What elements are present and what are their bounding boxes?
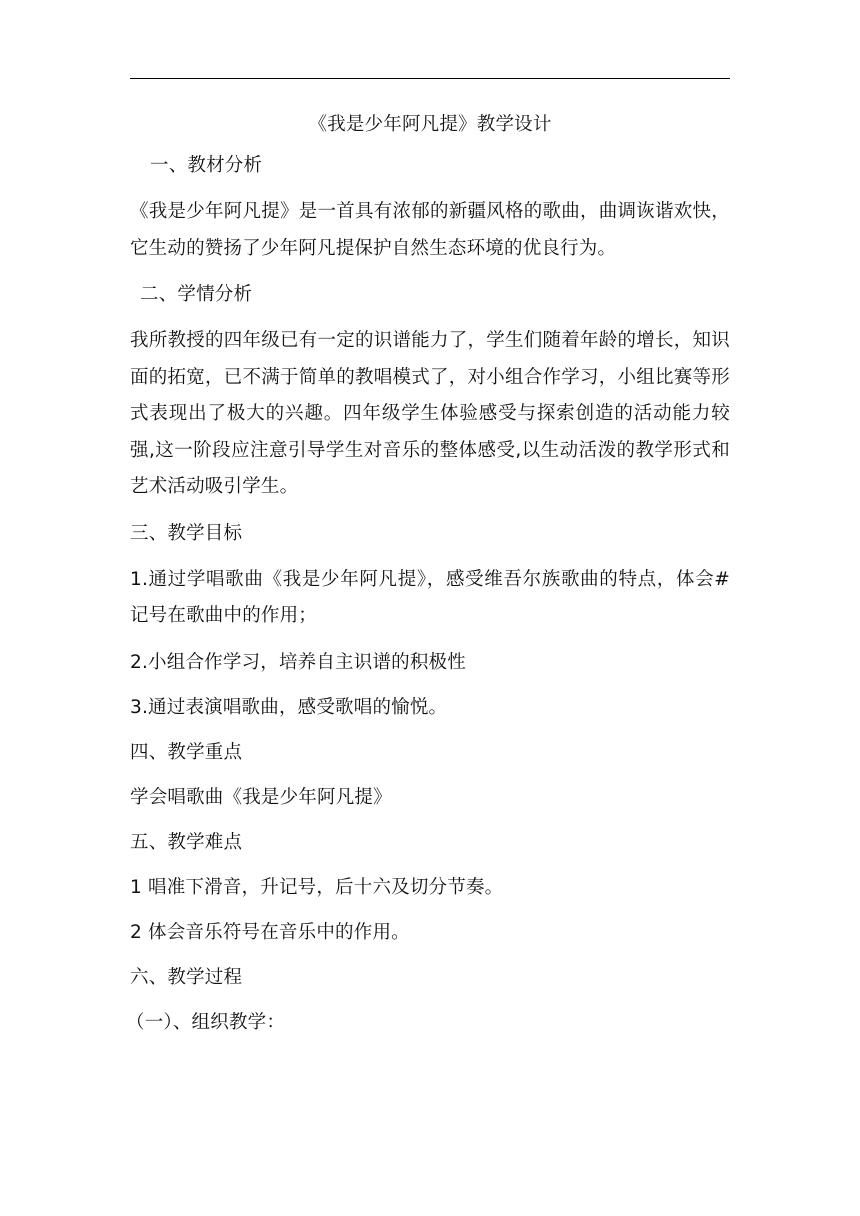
teaching-goal-item: 3.通过表演唱歌曲，感受歌唱的愉悦。	[130, 696, 448, 718]
difficulty-item: 2 体会音乐符号在音乐中的作用。	[130, 921, 410, 943]
header-rule	[130, 78, 730, 79]
section-heading-learner-analysis: 二、学情分析	[140, 284, 253, 305]
section-body-learner-analysis: 我所教授的四年级已有一定的识谱能力了，学生们随着年龄的增长，知识面的拓宽，已不满于简单的教唱模式了，对小组合作学习，小组比赛等形式表现出了极大的兴趣。四年级学生体验感受与探索创造的活动能力较强,这一阶段应注意引导学生对音乐的整体感受,以生动活泼的教学形式和艺术活动吸引学生。	[130, 330, 730, 497]
document-body	[126, 110, 730, 1053]
section-heading-difficulties: 五、教学难点	[130, 831, 243, 853]
section-heading-teaching-process: 六、教学过程	[130, 966, 243, 988]
document-title: 《我是少年阿凡提》教学设计	[308, 114, 552, 135]
section-body-key-points: 学会唱歌曲《我是少年阿凡提》	[130, 786, 392, 808]
teaching-goal-item: 2.小组合作学习，培养自主识谱的积极性	[130, 651, 466, 673]
subsection-heading-organize-teaching: （一）、组织教学：	[126, 1011, 286, 1033]
section-body-textbook-analysis: 《我是少年阿凡提》是一首具有浓郁的新疆风格的歌曲，曲调诙谐欢快，它生动的赞扬了少年阿凡提保护自然生态环境的优良行为。	[130, 201, 730, 259]
section-heading-teaching-goals: 三、教学目标	[130, 522, 243, 544]
difficulty-item: 1 唱准下滑音，升记号，后十六及切分节奏。	[130, 876, 504, 898]
section-heading-textbook-analysis: 一、教材分析	[150, 155, 263, 176]
section-heading-key-points: 四、教学重点	[130, 741, 243, 763]
teaching-goal-item: 1.通过学唱歌曲《我是少年阿凡提》，感受维吾尔族歌曲的特点，体会#记号在歌曲中的作用；	[130, 568, 730, 626]
